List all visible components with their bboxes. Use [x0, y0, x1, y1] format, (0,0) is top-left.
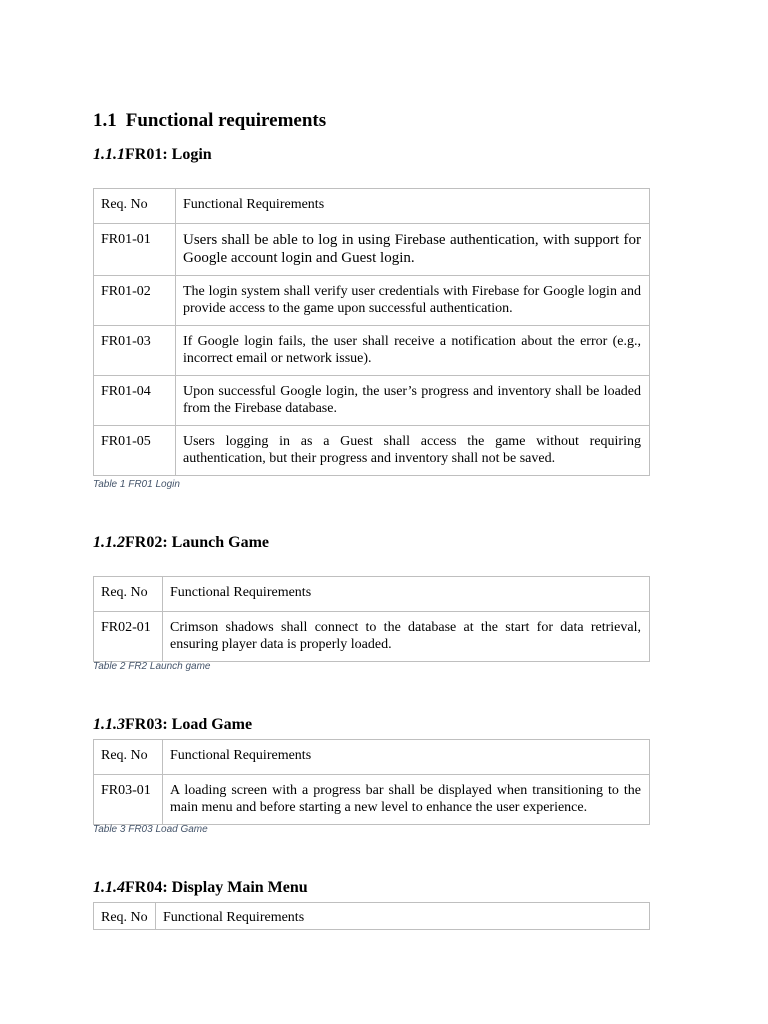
table-header-row	[94, 740, 650, 775]
table-header-row	[94, 189, 650, 224]
req-id: FR01-04	[94, 376, 176, 426]
req-text: Upon successful Google login, the user’s progress and inventory shall be loaded from the Firebase database.	[176, 376, 650, 426]
fr04-number: 1.1.4	[93, 879, 125, 896]
header-req-no: Req. No	[94, 903, 156, 930]
req-text: The login system shall verify user credentials with Firebase for Google login and provide access to the game upon successful authentication.	[176, 276, 650, 326]
fr02-table	[93, 576, 650, 662]
req-text: Users logging in as a Guest shall access the game without requiring authentication, but their progress and inventory shall not be saved.	[176, 426, 650, 476]
header-req-no: Req. No	[94, 577, 163, 612]
fr03-number: 1.1.3	[93, 716, 125, 733]
req-id: FR03-01	[94, 775, 163, 825]
req-id: FR01-05	[94, 426, 176, 476]
fr04-title: FR04: Display Main Menu	[125, 879, 308, 896]
fr02-heading	[93, 534, 269, 552]
req-id: FR02-01	[94, 612, 163, 662]
req-text: If Google login fails, the user shall receive a notification about the error (e.g., incorrect email or network issue).	[176, 326, 650, 376]
fr02-caption: Table 2 FR2 Launch game	[93, 661, 211, 672]
table-header-row	[94, 903, 650, 930]
fr01-table	[93, 188, 650, 476]
header-functional-requirements: Functional Requirements	[176, 189, 650, 224]
table-row	[94, 276, 650, 326]
fr04-heading	[93, 879, 308, 897]
section-number: 1.1	[93, 110, 117, 131]
section-heading	[93, 110, 326, 132]
req-text: A loading screen with a progress bar shall be displayed when transitioning to the main menu and before starting a new level to enhance the user experience.	[163, 775, 650, 825]
req-id: FR01-01	[94, 224, 176, 276]
req-text: Crimson shadows shall connect to the database at the start for data retrieval, ensuring player data is properly loaded.	[163, 612, 650, 662]
header-functional-requirements: Functional Requirements	[156, 903, 650, 930]
header-req-no: Req. No	[94, 189, 176, 224]
fr02-number: 1.1.2	[93, 534, 125, 551]
table-row	[94, 224, 650, 276]
header-req-no: Req. No	[94, 740, 163, 775]
table-row	[94, 426, 650, 476]
fr03-title: FR03: Load Game	[125, 716, 253, 733]
table-row	[94, 376, 650, 426]
fr01-title: FR01: Login	[125, 146, 212, 163]
req-text: Users shall be able to log in using Firebase authentication, with support for Google account login and Guest login.	[176, 224, 650, 276]
fr03-table	[93, 739, 650, 825]
fr04-table	[93, 902, 650, 930]
table-row	[94, 775, 650, 825]
fr03-caption: Table 3 FR03 Load Game	[93, 824, 208, 835]
header-functional-requirements: Functional Requirements	[163, 740, 650, 775]
table-header-row	[94, 577, 650, 612]
fr01-heading	[93, 146, 212, 164]
fr02-title: FR02: Launch Game	[125, 534, 269, 551]
fr01-caption: Table 1 FR01 Login	[93, 479, 180, 490]
section-title: Functional requirements	[125, 110, 327, 131]
header-functional-requirements: Functional Requirements	[163, 577, 650, 612]
fr01-number: 1.1.1	[93, 146, 125, 163]
req-id: FR01-03	[94, 326, 176, 376]
req-id: FR01-02	[94, 276, 176, 326]
table-row	[94, 326, 650, 376]
fr03-heading	[93, 716, 252, 734]
table-row	[94, 612, 650, 662]
